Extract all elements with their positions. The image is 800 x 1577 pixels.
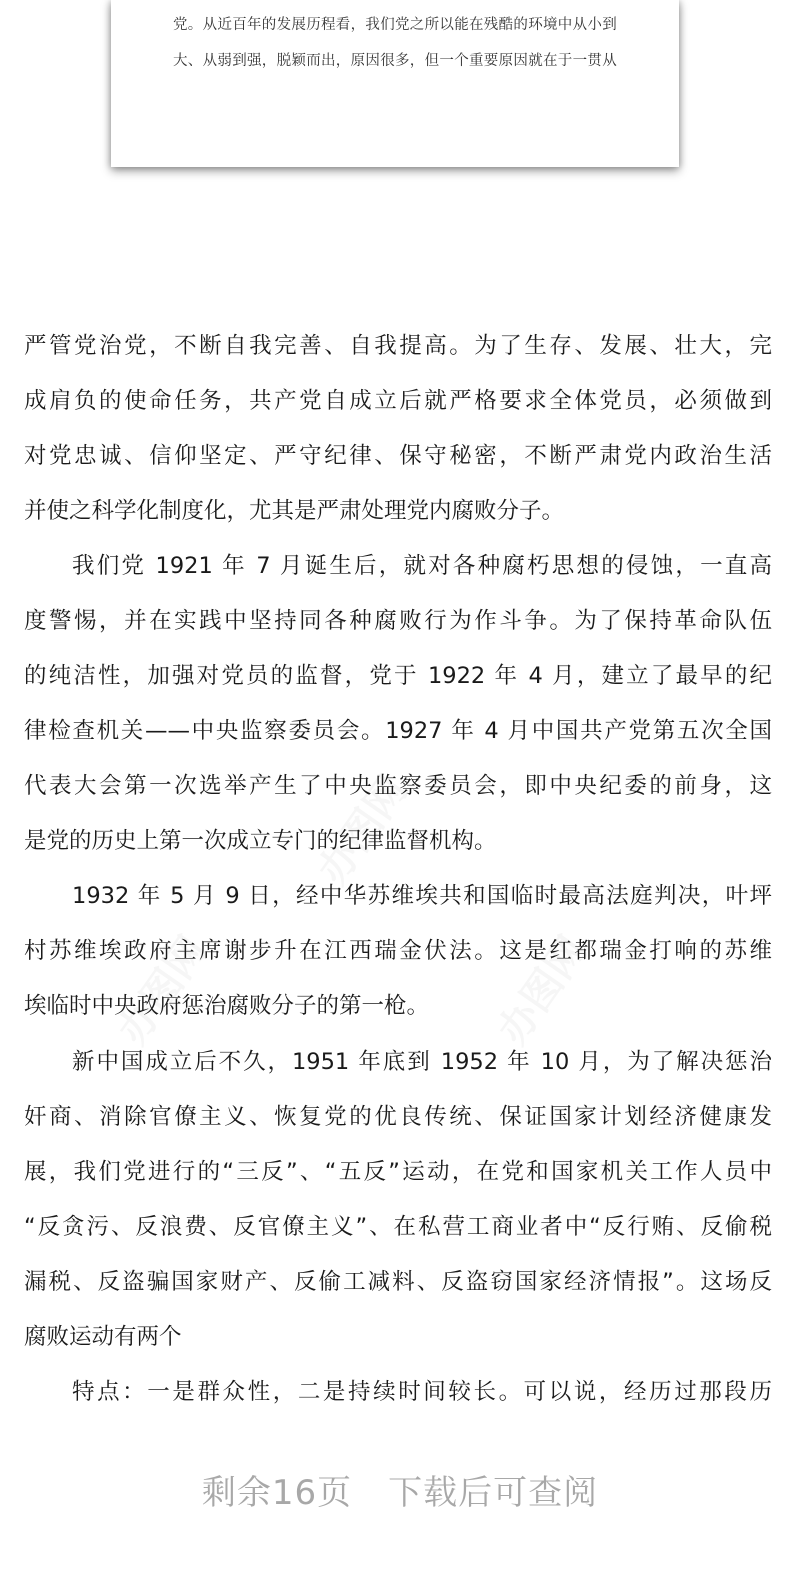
remaining-pages-label: 剩余16页 (201, 1473, 353, 1513)
paragraph-line: 度警惕，并在实践中坚持同各种腐败行为作斗争。为了保持革命队伍 (24, 608, 772, 634)
paragraph-line: 律检查机关——中央监察委员会。1927 年 4 月中国共产党第五次全国 (24, 718, 772, 744)
paragraph-line: 对党忠诚、信仰坚定、严守纪律、保守秘密，不断严肃党内政治生活 (24, 443, 772, 469)
paragraph-line: 埃临时中央政府惩治腐败分子的第一枪。 (24, 993, 430, 1019)
paragraph-line: 严管党治党，不断自我完善、自我提高。为了生存、发展、壮大，完 (24, 333, 772, 359)
paragraph-line: 成肩负的使命任务，共产党自成立后就严格要求全体党员，必须做到 (24, 388, 772, 414)
page-preview-card (111, 0, 679, 167)
paragraph-line: 展，我们党进行的“三反”、“五反”运动，在党和国家机关工作人员中 (24, 1159, 772, 1185)
paragraph-line: 我们党 1921 年 7 月诞生后，就对各种腐朽思想的侵蚀，一直高 (72, 553, 772, 579)
preview-text-line: 大、从弱到强，脱颖而出，原因很多，但一个重要原因就在于一贯从 (173, 53, 617, 69)
paragraph-line: 漏税、反盗骗国家财产、反偷工减料、反盗窃国家经济情报”。这场反 (24, 1269, 772, 1295)
download-prompt-label: 下载后可查阅 (388, 1473, 599, 1513)
paragraph-line: 代表大会第一次选举产生了中央监察委员会，即中央纪委的前身，这 (24, 773, 772, 799)
paragraph-line: 1932 年 5 月 9 日，经中华苏维埃共和国临时最高法庭判决，叶坪 (72, 883, 772, 909)
watermark: 办图网 (309, 768, 417, 893)
download-to-view-notice[interactable] (0, 1465, 800, 1514)
paragraph-line: 特点：一是群众性，二是持续时间较长。可以说，经历过那段历 (72, 1379, 772, 1405)
watermark: 办图网 (489, 928, 597, 1053)
paragraph-line: 并使之科学化制度化，尤其是严肃处理党内腐败分子。 (24, 498, 565, 524)
paragraph-line: 是党的历史上第一次成立专门的纪律监督机构。 (24, 828, 497, 854)
watermark: 办图网 (109, 928, 217, 1053)
paragraph-line: 奸商、消除官僚主义、恢复党的优良传统、保证国家计划经济健康发 (24, 1104, 772, 1130)
paragraph-line: 腐败运动有两个 (24, 1324, 182, 1350)
preview-text-line: 党。从近百年的发展历程看，我们党之所以能在残酷的环境中从小到 (173, 17, 617, 33)
paragraph-line: “反贪污、反浪费、反官僚主义”、在私营工商业者中“反行贿、反偷税 (24, 1214, 772, 1240)
paragraph-line: 的纯洁性，加强对党员的监督，党于 1922 年 4 月，建立了最早的纪 (24, 663, 772, 689)
paragraph-line: 新中国成立后不久，1951 年底到 1952 年 10 月，为了解决惩治 (72, 1049, 772, 1075)
paragraph-line: 村苏维埃政府主席谢步升在江西瑞金伏法。这是红都瑞金打响的苏维 (24, 938, 772, 964)
